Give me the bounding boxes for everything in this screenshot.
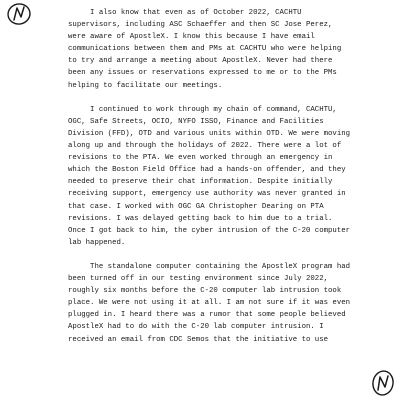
- text-line: were aware of ApostleX. I know this because I have email: [68, 33, 315, 42]
- text-line: along up and through the holidays of 2022. There were a lot of: [68, 142, 342, 151]
- text-line: been any issues or reservations expressed to me or to the PMs: [68, 69, 337, 78]
- text-line: roughly six months before the C-20 computer lab intrusion took: [68, 287, 342, 296]
- paragraph-2: [68, 104, 380, 249]
- text-line: ApostleX had to do with the C-20 lab computer intrusion. I: [68, 323, 324, 332]
- text-line: been turned off in our testing environment since July 2022,: [68, 275, 329, 284]
- text-line: receiving support, emergency use authority was never granted in: [68, 190, 346, 199]
- handwritten-initials-mark: [370, 369, 396, 397]
- paragraph-3: [68, 261, 380, 346]
- text-line: helping to facilitate our meetings.: [68, 81, 223, 90]
- text-line: revisions to the PTA. We even worked through an emergency in: [68, 154, 333, 163]
- text-line: needed to preserve their chat information. Despite initially: [68, 178, 333, 187]
- text-line: lab happened.: [68, 238, 126, 247]
- text-line: The standalone computer containing the ApostleX program had: [68, 262, 351, 271]
- text-line: OGC, Safe Streets, OCIO, NYFO ISSO, Finance and Facilities: [68, 117, 324, 126]
- paragraph-1: [68, 7, 380, 92]
- text-line: that case. I worked with OGC GA Christopher Dearing on PTA: [68, 202, 324, 211]
- text-line: place. We were not using it at all. I am not sure if it was even: [68, 299, 351, 308]
- text-line: to try and arrange a meeting about ApostleX. Never had there: [68, 57, 333, 66]
- text-line: revisions. I was delayed getting back to him due to a trial.: [68, 214, 333, 223]
- text-line: supervisors, including ASC Schaeffer and then SC Jose Perez,: [68, 21, 333, 30]
- text-line: received an email from CDC Semos that the initiative to use: [68, 335, 329, 344]
- text-line: communications between them and PMs at CACHTU who were helping: [68, 45, 342, 54]
- text-line: I also know that even as of October 2022, CACHTU: [68, 9, 302, 17]
- document-body: [68, 7, 380, 358]
- text-line: which the Boston Field Office had a hands-on offender, and they: [68, 166, 346, 175]
- text-line: Once I got back to him, the cyber intrusion of the C-20 computer: [68, 226, 351, 235]
- text-line: Division (FFD), OTD and various units within OTD. We were moving: [68, 129, 351, 138]
- text-line: plugged in. I heard there was a rumor that some people believed: [68, 311, 346, 320]
- handwritten-initials-mark: [6, 2, 34, 26]
- text-line: I continued to work through my chain of command, CACHTU,: [68, 105, 337, 114]
